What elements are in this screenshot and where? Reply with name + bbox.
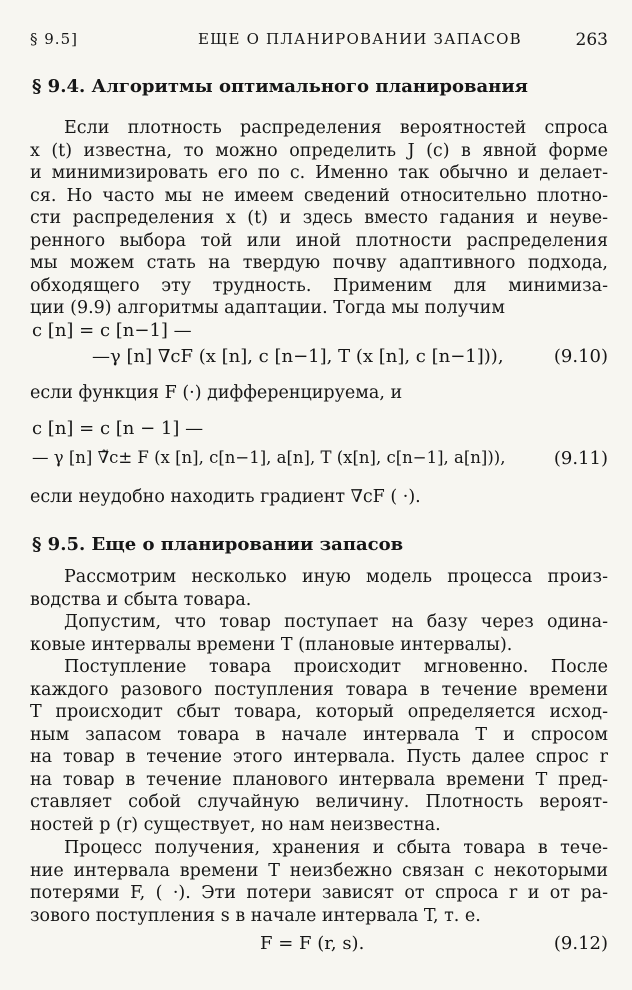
text-line: Допустим, что товар поступает на базу через одина-: [64, 612, 608, 632]
text-line: x (t) известна, то можно определить J (c) в явной форме: [30, 140, 608, 161]
text-line: ние интервала времени T неизбежно связан с некоторыми: [30, 860, 608, 881]
equation-number-9-11: (9.11): [553, 448, 608, 469]
text-line: мы можем стать на твердую почву адаптивного подхода,: [30, 253, 608, 273]
equation-number-9-12: (9.12): [553, 933, 608, 954]
paragraph-9-4-intro: [30, 117, 608, 320]
text-line: ностей p (r) существует, но нам неизвестна.: [30, 814, 441, 835]
text-line: ции (9.9) алгоритмы адаптации. Тогда мы получим: [30, 298, 505, 318]
equation-9-10-line1: c [n] = c [n−1] —: [32, 320, 192, 341]
equation-9-11-line2: — γ [n] ∇̃c± F (x [n], c[n−1], a[n], T (x[n], c[n−1], a[n])),: [32, 448, 506, 467]
text-line: обходящего эту трудность. Применим для минимиза-: [30, 275, 608, 296]
header-section-ref: § 9.5]: [30, 30, 78, 48]
equation-9-12: F = F (r, s).: [260, 933, 365, 954]
text-line: на товар в течение этого интервала. Пусть далее спрос r: [30, 747, 608, 767]
text-line: каждого разового поступления товара в течение времени: [30, 679, 608, 700]
text-line: ковые интервалы времени T (плановые интервалы).: [30, 634, 513, 655]
section-title-9-5: § 9.5. Еще о планировании запасов: [32, 534, 404, 555]
text-between-equations: [30, 382, 608, 405]
text-line: Поступление товара происходит мгновенно. После: [64, 657, 608, 677]
text-line: Если плотность распределения вероятностей спроса: [64, 118, 608, 138]
paragraph-9-5-1: [30, 566, 608, 611]
page-number: 263: [575, 30, 608, 50]
text-line: потерями F, ( ·). Эти потери зависят от спроса r и от ра-: [30, 883, 608, 903]
text-line: сти распределения x (t) и здесь вместо гадания и неуве-: [30, 208, 608, 228]
text-line: Рассмотрим несколько иную модель процесса произ-: [64, 567, 608, 587]
paragraph-9-5-3: [30, 656, 608, 836]
text-line: ся. Но часто мы не имеем сведений относительно плотно-: [30, 185, 608, 206]
text-line: если неудобно находить градиент ∇cF ( ·).: [30, 487, 421, 507]
text-line: ренного выбора той или иной плотности распределения: [30, 230, 608, 251]
paragraph-9-5-4: [30, 837, 608, 927]
equation-9-11-line1: c [n] = c [n − 1] —: [32, 418, 204, 439]
text-line: если функция F (·) дифференцируема, и: [30, 383, 403, 403]
paragraph-9-5-2: [30, 611, 608, 656]
text-line: и минимизировать его по c. Именно так обычно и делает-: [30, 163, 608, 183]
text-after-equations: [30, 486, 608, 509]
text-line: ставляет собой случайную величину. Плотность вероят-: [30, 792, 608, 812]
text-line: ным запасом товара в начале интервала T и спросом: [30, 724, 608, 745]
text-line: на товар в течение планового интервала времени T пред-: [30, 769, 608, 790]
text-line: T происходит сбыт товара, который определяется исход-: [30, 702, 608, 722]
equation-number-9-10: (9.10): [553, 346, 608, 367]
section-title-9-4: § 9.4. Алгоритмы оптимального планирования: [32, 76, 528, 97]
text-line: водства и сбыта товара.: [30, 589, 252, 610]
equation-9-10-line2: —γ [n] ∇cF (x [n], c [n−1], T (x [n], c [n−1])),: [92, 346, 504, 367]
running-header: [24, 30, 608, 54]
text-line: Процесс получения, хранения и сбыта товара в тече-: [64, 838, 608, 858]
header-chapter-title: ЕЩЕ О ПЛАНИРОВАНИИ ЗАПАСОВ: [198, 30, 522, 48]
text-line: зового поступления s в начале интервала T, т. е.: [30, 905, 481, 926]
